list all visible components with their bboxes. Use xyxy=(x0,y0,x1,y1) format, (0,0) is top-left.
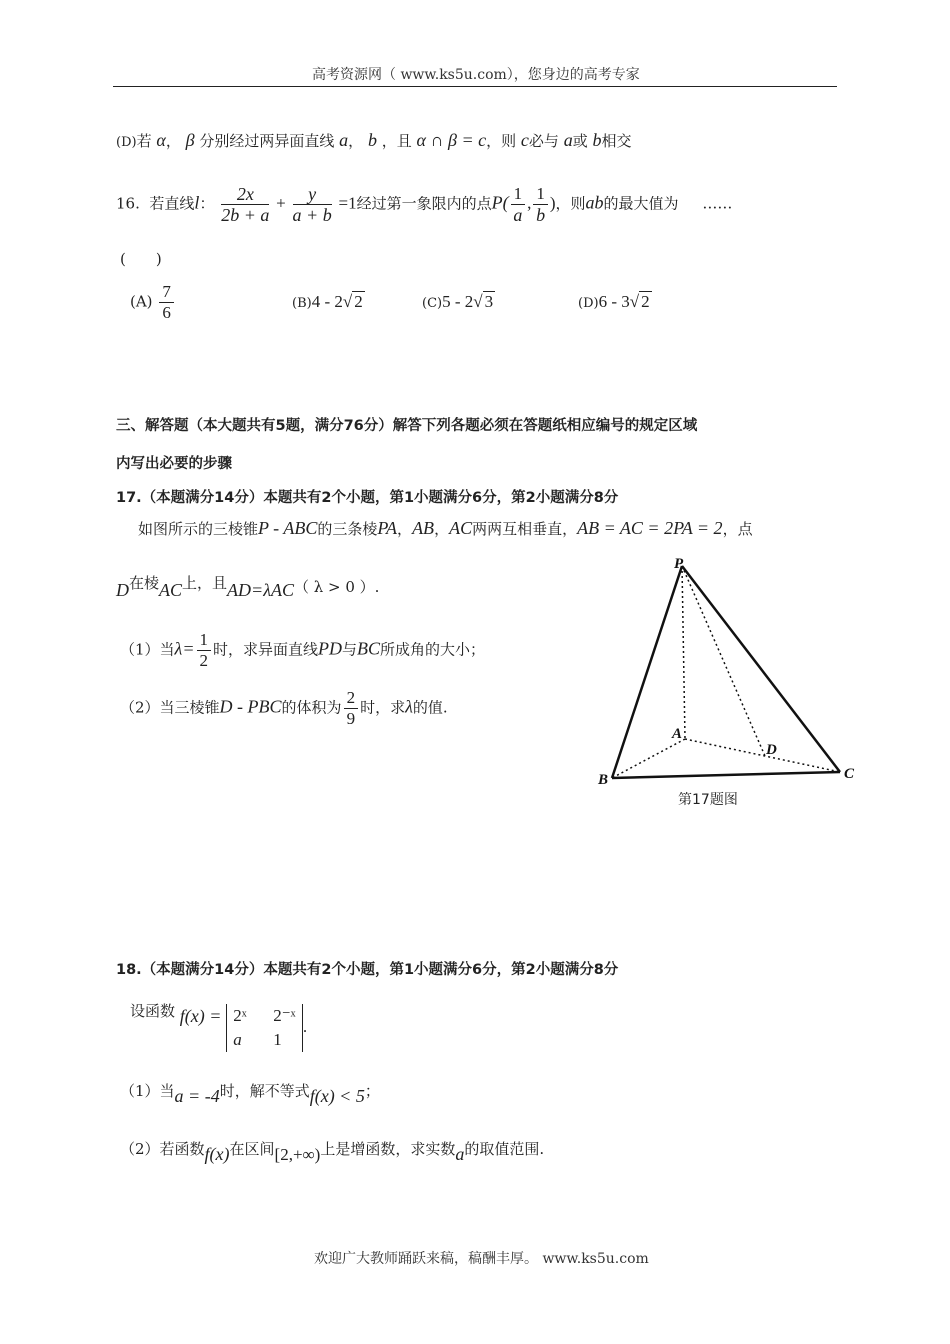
figure-caption: 第17题图 xyxy=(678,792,738,808)
page-footer: 欢迎广大教师踊跃来稿，稿酬丰厚。 www.ks5u.com xyxy=(314,1251,649,1267)
q16-option-d: (D)6 - 3√ 2 xyxy=(578,292,650,311)
page-header: 高考资源网（ www.ks5u.com），您身边的高考专家 xyxy=(312,67,640,83)
q16-answer-paren: ( ) xyxy=(120,250,162,268)
q17-stem-line2: D在棱AC上，且AD=λAC（ λ > 0 ）. xyxy=(116,574,380,600)
q17-title: 17.（本题满分14分）本题共有2个小题，第1小题满分6分，第2小题满分8分 xyxy=(116,490,619,506)
q18-title: 18.（本题满分14分）本题共有2个小题，第1小题满分6分，第2小题满分8分 xyxy=(116,962,619,978)
label-d: D xyxy=(766,742,777,758)
q18-part2: （2）若函数f(x)在区间[2,+∞)上是增函数，求实数a的取值范围. xyxy=(120,1140,545,1164)
q17-part1: （1）当λ= $\frac{1}{2}$ 时，求异面直线PD与BC所成角的大小； xyxy=(120,630,486,670)
q16-option-a: (A) $\frac{7}{6}$ xyxy=(130,282,176,323)
section-3-heading: 三、解答题（本大题共有5题，满分76分）解答下列各题必须在答题纸相应编号的规定区域 xyxy=(116,418,698,434)
edge-ac xyxy=(685,739,840,772)
q15-option-d: (D)若 α， β 分别经过两异面直线 a， b ，且 α ∩ β = c，则 c必与 a或 b相交 xyxy=(116,130,632,150)
section-3-heading-cont: 内写出必要的步骤 xyxy=(116,456,232,472)
q16-option-c: (C)5 - 2√ 3 xyxy=(422,292,494,311)
edge-bc xyxy=(612,772,840,778)
q17-stem-line1: 如图所示的三棱锥P - ABC的三条棱PA，AB，AC两两互相垂直，AB = AC = 2PA = 2，点 xyxy=(138,518,753,538)
label-p: P xyxy=(674,556,684,572)
edge-pd xyxy=(682,566,765,756)
q17-figure xyxy=(590,552,870,822)
header-rule xyxy=(113,86,837,87)
q18-stem: 设函数 f(x) = 2ˣ 2⁻ˣ a 1 . xyxy=(130,1000,307,1052)
q18-part1: （1）当a = -4时，解不等式f(x) < 5； xyxy=(120,1082,380,1106)
q18-determinant: 2ˣ 2⁻ˣ a 1 xyxy=(226,1004,302,1052)
q16-stem: 16. 若直线l： $\frac{2x}{2b + a}$ + $\frac{y}{a + b}$ =1经过第一象限内的点P( $\frac{1}{a}$ , $\frac{1}{b}$ )，则ab的最大值为 …… xyxy=(116,184,733,225)
edge-pa xyxy=(682,566,685,739)
label-b: B xyxy=(598,772,609,788)
q16-option-b: (B)4 - 2√ 2 xyxy=(292,292,363,311)
q17-part2: （2）当三棱锥D - PBC的体积为 $\frac{2}{9}$ 时，求λ的值. xyxy=(120,688,448,728)
label-a: A xyxy=(672,726,683,742)
label-c: C xyxy=(844,766,855,782)
edge-pc xyxy=(682,566,840,772)
